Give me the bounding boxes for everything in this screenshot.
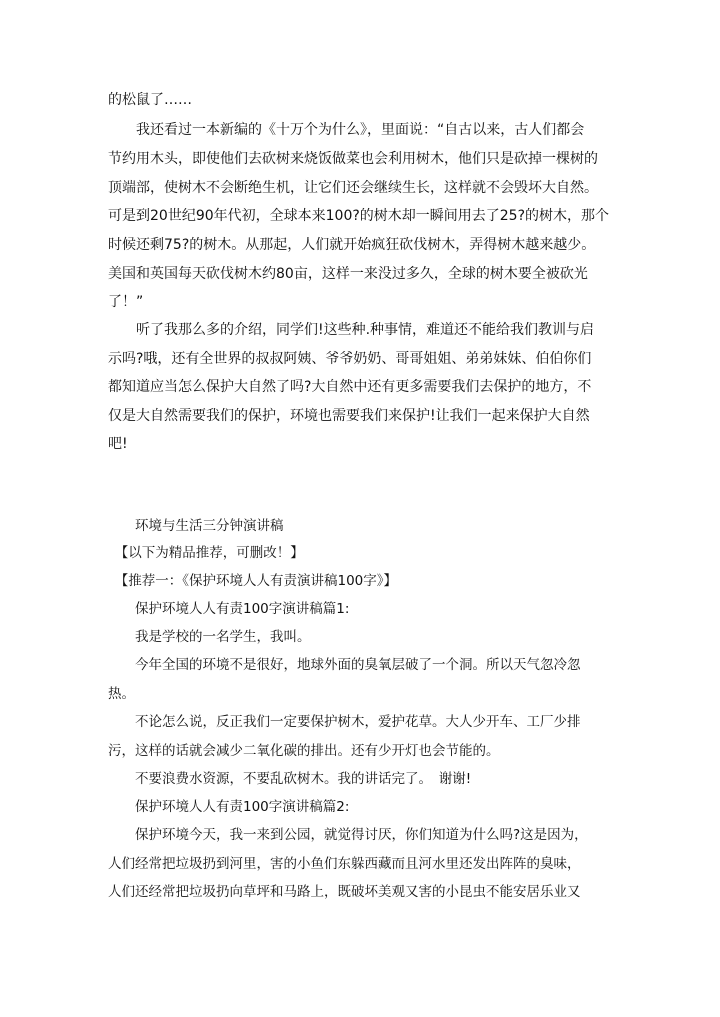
text-line: 保护环境人人有责100字演讲稿篇1:	[108, 601, 350, 617]
text-line: 听了我那么多的介绍，同学们!这些种.种事情，难道还不能给我们教训与启	[108, 322, 595, 338]
text-line: 我还看过一本新编的《十万个为什么》，里面说：“自古以来，古人们都会	[108, 122, 585, 138]
text-line: 都知道应当怎么保护大自然了吗?大自然中还有更多需要我们去保护的地方，不	[108, 379, 592, 395]
text-line: 的松鼠了……	[108, 92, 192, 108]
section-title: 环境与生活三分钟演讲稿	[108, 518, 284, 534]
text-line: 节约用木头，即使他们去砍树来烧饭做菜也会利用树木，他们只是砍掉一棵树的	[108, 151, 598, 167]
text-line: 美国和英国每天砍伐树木约80亩，这样一来没过多久，全球的树木要全被砍光	[108, 266, 588, 282]
text-line: 可是到20世纪90年代初，全球本来100?的树木却一瞬间用去了25?的树木，那个	[108, 208, 610, 224]
text-line: 我是学校的一名学生，我叫。	[108, 629, 311, 645]
text-line: 【以下为精品推荐，可删改！】	[108, 545, 304, 561]
text-line: 不要浪费水资源，不要乱砍树木。我的讲话完了。 谢谢!	[108, 771, 472, 787]
text-line: 仅是大自然需要我们的保护，环境也需要我们来保护!让我们一起来保护大自然	[108, 408, 590, 424]
text-line: 人们经常把垃圾扔到河里，害的小鱼们东躲西藏而且河水里还发出阵阵的臭味，	[108, 856, 581, 872]
text-line: 顶端部，使树木不会断绝生机，让它们还会继续生长，这样就不会毁坏大自然。	[108, 180, 598, 196]
text-line: 保护环境人人有责100字演讲稿篇2:	[108, 799, 350, 815]
text-line: 不论怎么说，反正我们一定要保护树木，爱护花草。大人少开车、工厂少排	[108, 714, 581, 730]
text-line: 时候还剩75?的树木。从那起，人们就开始疯狂砍伐树木，弄得树木越来越少。	[108, 237, 596, 253]
text-line: 污，这样的话就会减少二氧化碳的排出。还有少开灯也会节能的。	[108, 743, 500, 759]
text-line: 了！”	[108, 294, 144, 310]
text-line: 保护环境今天，我一来到公园，就觉得讨厌，你们知道为什么吗?这是因为，	[108, 827, 588, 843]
text-line: 人们还经常把垃圾扔向草坪和马路上，既破坏美观又害的小昆虫不能安居乐业又	[108, 884, 581, 900]
text-line: 【推荐一：《保护环境人人有责演讲稿100字》】	[108, 573, 398, 589]
text-line: 吧!	[108, 436, 128, 452]
text-line: 今年全国的环境不是很好，地球外面的臭氧层破了一个洞。所以天气忽冷忽	[108, 657, 581, 673]
text-line: 示吗?哦，还有全世界的叔叔阿姨、爷爷奶奶、哥哥姐姐、弟弟妹妹、伯伯你们	[108, 351, 592, 367]
text-line: 热。	[108, 686, 135, 702]
